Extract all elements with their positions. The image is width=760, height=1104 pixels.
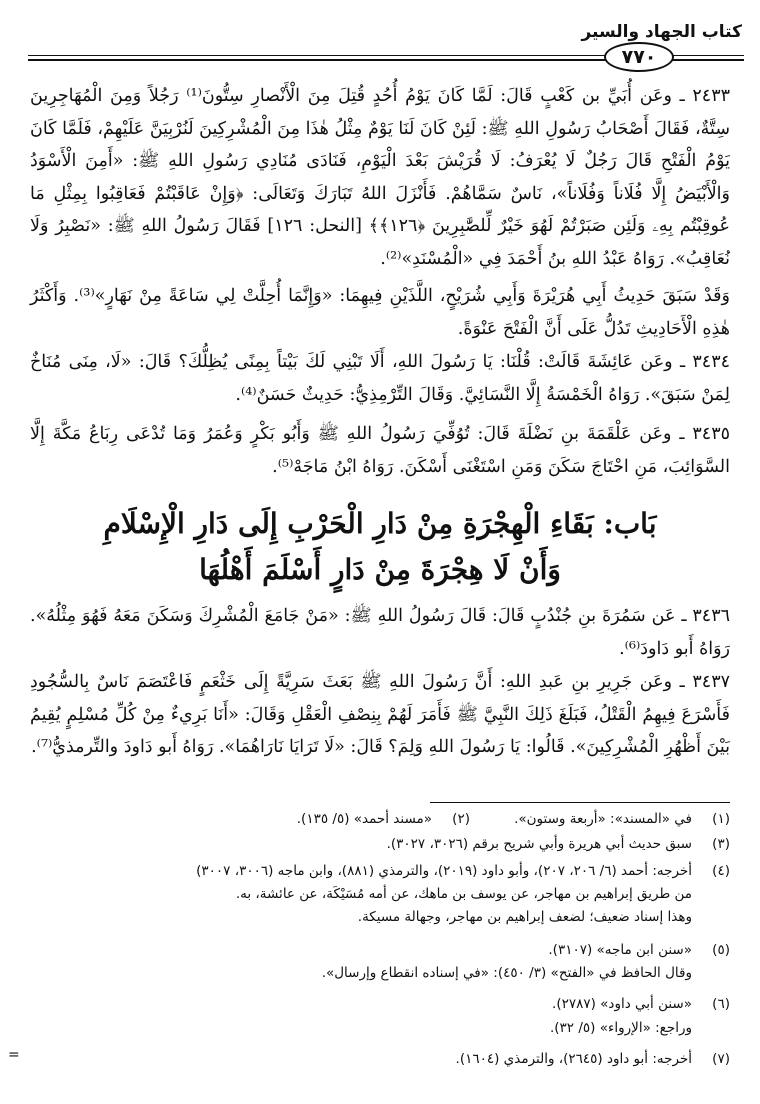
- footnote-5-continued: وقال الحافظ في «الفتح» (٣/ ٤٥٠): «في إسناده انقطاع وإرسال».: [321, 965, 692, 981]
- header-rule: [672, 59, 744, 61]
- chapter-heading-line: بَاب: بَقَاءِ الْهِجْرَةِ مِنْ دَارِ الْحَرْبِ إِلَى دَارِ الْإِسْلَامِ: [103, 507, 657, 540]
- page-number: ٧٧٠: [604, 42, 674, 72]
- footnote-6-continued: وراجع: «الإرواء» (٥/ ٣٢).: [549, 1020, 692, 1036]
- footnote-separator: [430, 802, 730, 803]
- footnote-2: [0, 808, 470, 831]
- footnote-number: (٧): [712, 1051, 730, 1067]
- footnote-4-continued: من طريق إبراهيم بن مهاجر، عن يوسف بن ماهك، عن أمه مُسَيْكَة، عن عائشة، به.: [235, 886, 692, 902]
- hadith-paragraph: ٣٤٣٥ ـ وعَن عَلْقَمَةَ بنِ نَضْلَةَ قَالَ: تُوُفِّيَ رَسُولُ اللهِ ﷺ وَأَبُو بَكْرٍ وَعُمَرُ وَمَا تُدْعَى رِبَاعُ مَكَّةَ إِلَّا السَّوَائِبَ، مَنِ احْتَاجَ سَكَنَ وَمَنِ اسْتَغْنَى أَسْكَنَ. رَوَاهُ ابْنُ مَاجَهْ⁽⁵⁾.: [30, 424, 731, 477]
- footnote-text: «سنن أبي داود» (٢٧٨٧).: [552, 996, 692, 1012]
- commentary-paragraph: وَقَدْ سَبَقَ حَدِيثُ أَبِي هُرَيْرَةَ وَأَبِي شُرَيْحٍ، اللَّذَيْنِ فِيهِمَا: «وَإِنَّمَا أُحِلَّتْ لِي سَاعَةً مِنْ نَهَارٍ»⁽³⁾. وَأَكْثَرُ هٰذِهِ الْأَحَادِيثِ تَدُلُّ عَلَى أَنَّ الْفَتْحَ عَنْوَةً.: [30, 286, 730, 339]
- footnote-text: أخرجه: أبو داود (٢٦٤٥)، والترمذي (١٦٠٤).: [455, 1051, 692, 1067]
- header-rule: [672, 55, 744, 56]
- chapter-heading-line: وَأَنْ لَا هِجْرَةَ مِنْ دَارٍ أَسْلَمَ أَهْلُهَا: [199, 553, 561, 586]
- footnote-3: [30, 833, 730, 856]
- footnote-number: (٥): [712, 942, 730, 958]
- footnote-number: (٤): [712, 863, 730, 879]
- footnote-number: (٦): [712, 996, 730, 1012]
- header-rule: [28, 59, 606, 61]
- hadith-paragraph: ٣٤٣٤ ـ وعَن عَائِشَةَ قَالَتْ: قُلْنَا: يَا رَسُولَ اللهِ، أَلَا تَبْنِي لَكَ بَيْتاً بِمِنًى يُظِلُّكَ؟ قَالَ: «لَا، مِنَى مُنَاخٌ لِمَنْ سَبَقَ». رَوَاهُ الْخَمْسَةُ إِلَّا النَّسَائِيَّ. وَقَالَ التِّرْمِذِيُّ: حَدِيثٌ حَسَنٌ⁽⁴⁾.: [30, 352, 730, 405]
- running-header-title: كتاب الجهاد والسير: [581, 22, 742, 42]
- footnote-4-continued: وهذا إسناد ضعيف؛ لضعف إبراهيم بن مهاجر، وجهالة مسيكة.: [357, 909, 692, 925]
- footnote-number: (٣): [712, 836, 730, 852]
- margin-mark: =: [8, 1047, 20, 1063]
- hadith-paragraph: ٣٤٣٧ ـ وعَن جَرِيرِ بنِ عَبدِ اللهِ: أَنَّ رَسُولَ اللهِ ﷺ بَعَثَ سَرِيَّةً إِلَى خَثْعَمٍ فَاعْتَصَمَ نَاسٌ بِالسُّجُودِ فَأَسْرَعَ فِيهِمُ الْقَتْلُ، فَبَلَغَ ذَلِكَ النَّبِيَّ ﷺ فَأَمَرَ لَهُمْ بِنِصْفِ الْعَقْلِ وَقَالَ: «أَنَا بَرِيءٌ مِنْ كُلِّ مُسْلِمٍ يُقِيمُ بَيْنَ أَظْهُرِ الْمُشْرِكِينَ». قَالُوا: يَا رَسُولَ اللهِ وَلِمَ؟ قَالَ: «لَا تَرَايَا نَارَاهُمَا». رَوَاهُ أَبو دَاودَ والتِّرمذيُّ⁽⁷⁾.: [30, 672, 730, 757]
- footnote-text: «سنن ابن ماجه» (٣١٠٧).: [548, 942, 692, 958]
- footnote-7: [30, 1048, 730, 1071]
- footnote-5: [30, 939, 730, 962]
- footnote-text: سبق حديث أبي هريرة وأبي شريح برقم (٣٠٢٦، ٣٠٢٧).: [386, 836, 692, 852]
- hadith-paragraph: ٢٤٣٣ ـ وعَن أُبَيِّ بن كَعْبٍ قَالَ: لَمَّا كَانَ يَوْمُ أُحُدٍ قُتِلَ مِنَ الْأَنْصارِ سِتُّونَ⁽¹⁾ رَجُلاً وَمِنَ الْمُهَاجِرِينَ سِتَّةٌ، فَقَالَ أَصْحَابُ رَسُولِ اللهِ ﷺ: لَئِنْ كَانَ لَنَا يَوْمٌ مِثْلُ هٰذَا مِنَ الْمُشْرِكِينَ لَنُرْبِيَنَّ عَلَيْهِمْ، فَلَمَّا كَانَ يَوْمُ الْفَتْحِ قَالَ رَجُلٌ لَا يُعْرَفُ: لَا قُرَيْشَ بَعْدَ الْيَوْمِ، فَنَادَى مُنَادِي رَسُولِ اللهِ ﷺ: «أَمِنَ الْأَسْوَدُ وَالْأَبْيَضُ إِلَّا فُلَاناً وَفُلَاناً»، نَاسٌ سَمَّاهُمْ. فَأَنْزَلَ اللهُ تَبَارَكَ وَتَعَالَى: ﴿وَإِنْ عَاقَبْتُمْ فَعَاقِبُوا بِمِثْلِ مَا عُوقِبْتُم بِهِۦ وَلَئِن صَبَرْتُمْ لَهُوَ خَيْرٌ لِّلصَّٰبِرِينَ ﴿١٢٦﴾﴾ [النحل: ١٢٦] فَقَالَ رَسُولُ اللهِ ﷺ: «نَصْبِرُ وَلَا نُعَاقِبُ». رَوَاهُ عَبْدُ اللهِ بنُ أَحْمَدَ فِي «الْمُسْنَدِ»⁽²⁾.: [30, 86, 730, 269]
- footnote-6: [30, 993, 730, 1016]
- hadith-paragraph: ٣٤٣٦ ـ عَن سَمُرَةَ بنِ جُنْدُبٍ قَالَ: قَالَ رَسُولُ اللهِ ﷺ: «مَنْ جَامَعَ الْمُشْرِكَ وَسَكَنَ مَعَهُ فَهُوَ مِثْلُهُ». رَوَاهُ أَبو دَاودَ⁽⁶⁾.: [30, 606, 730, 659]
- footnote-number: (٢): [452, 811, 470, 827]
- footnote-number: (١): [712, 811, 730, 827]
- header-rule: [28, 55, 606, 56]
- footnote-4: [30, 860, 730, 883]
- footnote-text: أخرجه: أحمد (٦/ ٢٠٦، ٢٠٧)، وأبو داود (٢٠١٩)، والترمذي (٨٨١)، وابن ماجه (٣٠٠٦، ٣٠٠٧): [196, 863, 692, 879]
- footnote-text: «مسند أحمد» (٥/ ١٣٥).: [296, 811, 432, 827]
- footnote-text: في «المسند»: «أربعة وستون».: [514, 811, 692, 827]
